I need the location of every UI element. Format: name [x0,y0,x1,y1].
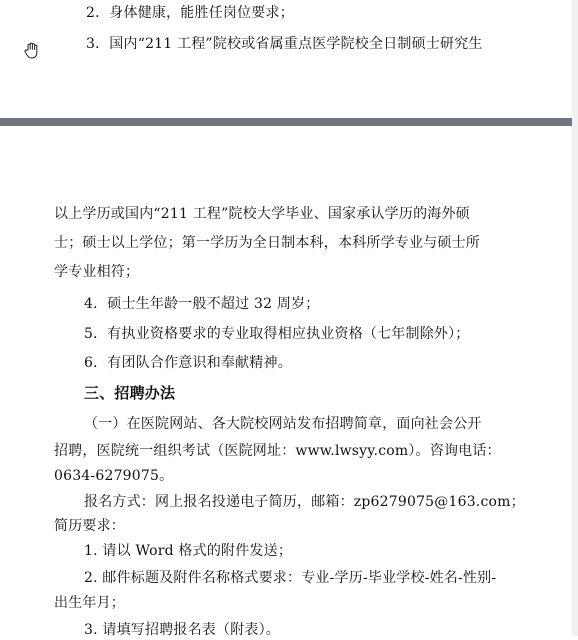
list-item: 1. 请以 Word 格式的附件发送； [84,543,293,559]
section-heading: 三、招聘办法 [84,384,176,402]
list-item: 出生年月； [54,595,125,611]
text-line: 2．身体健康，能胜任岗位要求； [86,5,294,21]
text-line: 4．硕士生年龄一般不超过 32 周岁； [84,296,320,312]
hand-cursor-icon [22,41,42,61]
page-separator [0,118,578,126]
vertical-scrollbar[interactable] [572,0,578,636]
signup-line: 报名方式：网上报名投递电子简历，邮箱：zp6279075@163.com； [84,494,525,510]
text-line: 0634-6279075。 [54,468,174,484]
list-item: 2. 邮件标题及附件名称格式要求：专业-学历-毕业学校-姓名-性别- [84,570,497,586]
resume-label: 简历要求： [54,518,125,534]
text-line: 士；硕士以上学位；第一学历为全日制本科，本科所学专业与硕士所 [54,235,480,251]
text-line: 招聘，医院统一组织考试（医院网址：www.lwsyy.com）。咨询电话： [54,443,501,459]
document-page-top [0,0,573,118]
text-line: 6．有团队合作意识和奉献精神。 [84,355,292,371]
text-line: （一）在医院网站、各大院校网站发布招聘简章，面向社会公开 [84,416,482,432]
document-page-bottom [0,126,573,636]
text-line: 3．国内“211 工程”院校或省属重点医学院校全日制硕士研究生 [86,36,483,52]
text-line: 5．有执业资格要求的专业取得相应执业资格（七年制除外）； [84,326,470,342]
text-line: 以上学历或国内“211 工程”院校大学毕业、国家承认学历的海外硕 [54,206,470,222]
text-line: 学专业相符； [54,264,140,280]
list-item: 3. 请填写招聘报名表（附表）。 [84,622,281,638]
